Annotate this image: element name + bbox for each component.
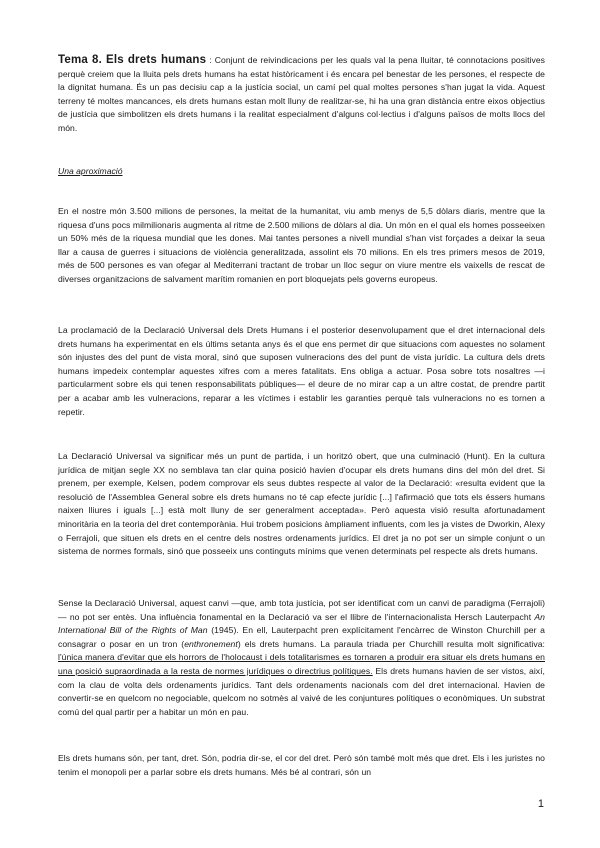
intro-text: : Conjunt de reivindicacions per les quals val la pena lluitar, té connotacions positives perquè creiem que la lluita pels drets humans ha estat històricament i és encara pel benestar de les persones, el respecte de la dignitat humana. És un pas decisiu cap a la justícia social, un camí pel qual moltes persones s'han jugat la vida. Aquest terreny té moltes mancances, els drets humans estan molt lluny de realitzar-se, hi ha una gran distància entre eixos objectius de justícia que simbolitzen els drets humans i la realitat especialment d'alguns col·lectius i d'alguns països de molts llocs del món. [58,55,545,133]
underlined-passage: l'única manera d'evitar que els horrors de l'holocaust i dels totalitarismes es tornaren a produir era situar els drets humans en una posició supraordinada a la resta de normes jurídiques o directrius polítiques. [58,652,545,676]
page-number: 1 [537,798,544,810]
book-title: An International Bill of the Rights of Man [58,611,545,636]
paragraph-3: La Declaració Universal va significar més un punt de partida, i un horitzó obert, que una culminació (Hunt). En la cultura jurídica de mitjan segle XX no semblava tan clar quina posició havien d'ocupar els drets humans dins del món del dret. Si prenem, per exemple, Kelsen, podem comprovar els seus dubtes respecte al valor de la Declaració: «resulta evident que la resolució de l'Assemblea General sobre els drets humans no té cap efecte jurídic [...] l'afirmació que tots els éssers humans naixen lliures i iguals [...] està molt lluny de ser generalment acceptada». Però aquesta visió resulta afortunadament minoritària en la teoria del dret contemporània. Hui trobem posicions àmpliament influents, com les ja vistes de Dworkin, Alexy o Ferrajoli, que situen els drets en el centre dels nostres ordenaments jurídics. El dret ja no pot ser un simple conjunt o un sistema de normes formals, sinó que posseeix uns continguts mínims que venen determinats pel respecte als drets humans. [58,451,545,557]
intro-paragraph [58,54,545,136]
paragraph-4-text-d: Els drets humans havien de ser vistos, així, com la clau de volta dels ordenaments jurídics. Tant dels ordenaments nacionals com del dret internacional. Havien de convertir-se en quelcom no negociable, quelcom no sotmès al vaivé de les conjuntures polítiques o econòmiques. Un substrat comú del qual partir per a habitar un món en pau. [58,665,545,717]
section-heading: Una aproximació [58,166,123,176]
paragraph-1: En el nostre món 3.500 milions de persones, la meitat de la humanitat, viu amb menys de 5,5 dòlars diaris, mentre que la riquesa d'uns pocs milmilionaris augmenta al ritme de 2.500 milions de dòlars al dia. Un món en el qual els homes posseeixen un 50% més de la riquesa mundial que les dones. Mai tantes persones a nivell mundial s'han vist forçades a deixar la seua llar a causa de guerres i situacions de violència generalitzada, assolint els 70 milions. En els tres primers mesos de 2019, més de 500 persones es van ofegar al Mediterrani tractant de trobar un lloc segur on viure mentre els vaixells de rescat de diverses organitzacions de salvament marítim romanien en port bloquejats pels governs europeus. [58,206,545,284]
paragraph-2: La proclamació de la Declaració Universal dels Drets Humans i el posterior desenvolupament que el dret internacional dels drets humans ha experimentat en els últims setanta anys és el que ens permet dir que situacions com aquestes no solament són injustes des del punt de vista moral, sinó que suposen vulneracions des del punt de vista jurídic. La cultura dels drets humans impedeix contemplar aquestes xifres com a meres fatalitats. Ens obliga a actuar. Posa sobre tots nosaltres —i particularment sobre els qui tenen responsabilitats públiques— el deure de no mirar cap a un altre costat, de prendre partit per a acabar amb les vulneracions, reparar a les víctimes i establir les garanties perquè tals vulneracions no es tornen a repetir. [58,325,545,417]
paragraph-4-text-c: ) els drets humans. La paraula triada per Churchill resulta molt significativa: [237,638,545,649]
enthronement-term: enthronement [184,638,238,649]
document-title: Tema 8. Els drets humans [58,54,207,66]
paragraph-5: Els drets humans són, per tant, dret. Són, podria dir-se, el cor del dret. Però són també molt més que dret. Els i les juristes no tenim el monopoli per a parlar sobre els drets humans. Més bé al contrari, són un [58,753,545,777]
paragraph-4-text-a: Sense la Declaració Universal, aquest canvi —que, amb tota justícia, pot ser identificat com un canvi de paradigma (Ferrajoli)— no pot ser entès. Una influència fonamental en la Declaració va ser el llibre de l'internacionalista Hersch Lauterpacht [58,598,545,622]
paragraph-4-text-b: (1945). En ell, Lauterpacht pren explícitament l'encàrrec de Winston Churchill per a consagrar o posar en un tron ( [58,625,545,649]
paragraph-4 [58,597,545,719]
